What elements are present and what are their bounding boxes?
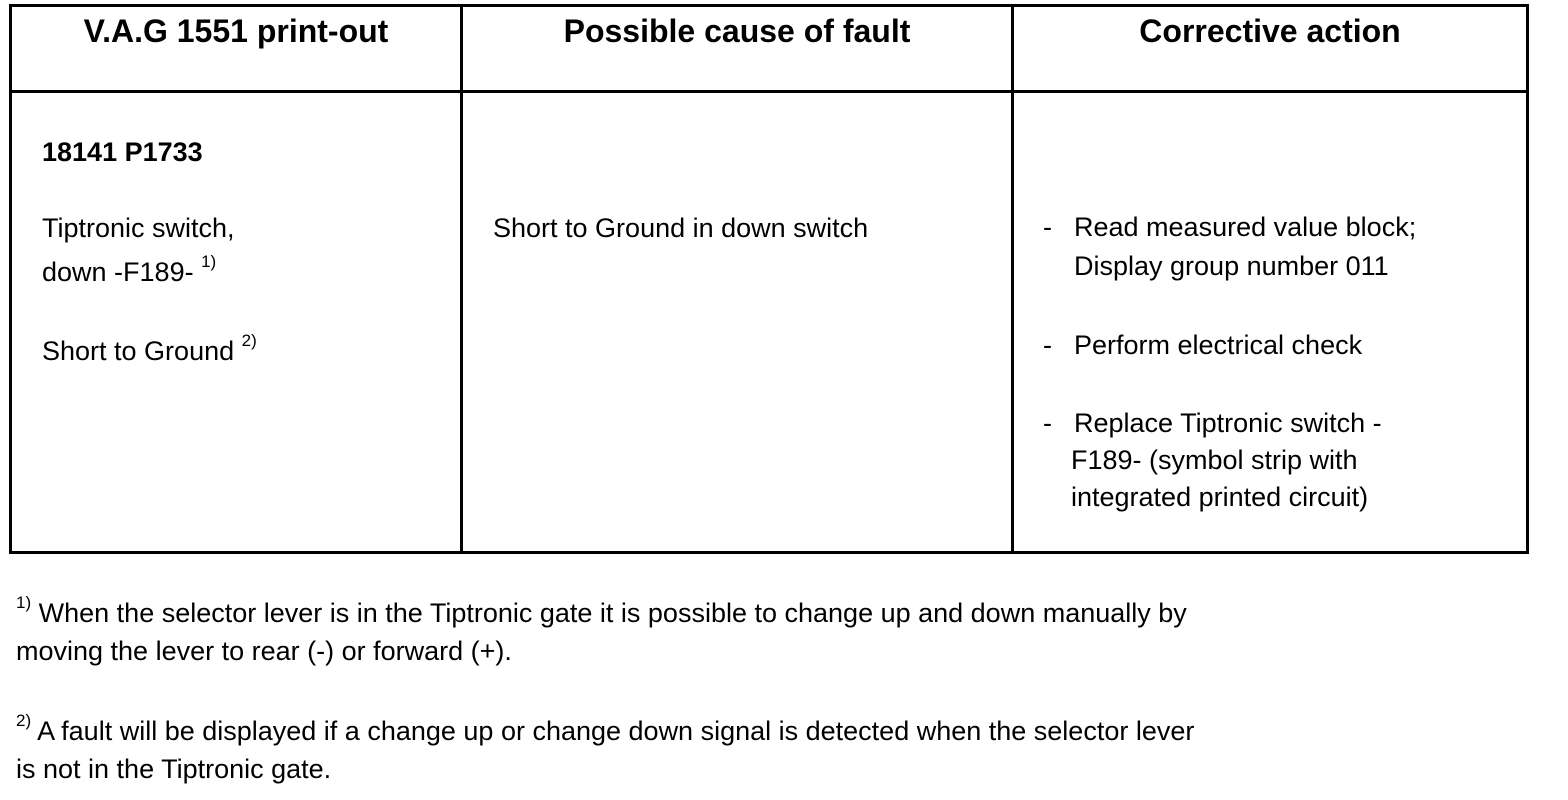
footnote-2-text: A fault will be displayed if a change up or change down signal is detected when the selector lever [37, 716, 1195, 746]
action-dash: - [1043, 408, 1052, 438]
action-text-line: F189- (symbol strip with [1071, 445, 1358, 475]
component-line-1: Tiptronic switch, [42, 213, 235, 243]
footnote-1-line-1 [16, 595, 1187, 631]
fault-type-text: Short to Ground [42, 336, 235, 366]
footnote-2-line-1 [16, 713, 1194, 749]
action-dash: - [1043, 330, 1052, 360]
component-name: down -F189- [42, 257, 194, 287]
fault-type [42, 331, 257, 371]
header-cause: Possible cause of fault [563, 13, 911, 49]
action-text-line: Display group number 011 [1074, 251, 1389, 281]
header-action: Corrective action [1139, 13, 1401, 49]
footnote-marker-2: 2) [16, 711, 32, 730]
footnote-1-text: When the selector lever is in the Tiptronic gate it is possible to change up and down manually by [38, 598, 1187, 628]
possible-cause: Short to Ground in down switch [493, 213, 869, 243]
action-text-line: Read measured value block; [1074, 212, 1417, 242]
footnote-ref-2: 2) [241, 331, 257, 350]
component-line-2 [42, 252, 216, 292]
fault-code: 18141 P1733 [42, 137, 203, 167]
footnote-1-line-2: moving the lever to rear (-) or forward (+). [16, 636, 512, 666]
action-text-line: integrated printed circuit) [1071, 482, 1369, 512]
footnote-ref-1: 1) [201, 252, 217, 271]
action-dash: - [1043, 212, 1052, 242]
header-divider [12, 90, 1526, 93]
column-divider [460, 7, 463, 551]
footnote-2-line-2: is not in the Tiptronic gate. [16, 754, 332, 784]
fault-table [9, 4, 1529, 554]
column-divider [1011, 7, 1014, 551]
footnote-marker-1: 1) [16, 593, 32, 612]
action-text-line: Perform electrical check [1074, 330, 1363, 360]
header-printout: V.A.G 1551 print-out [83, 13, 389, 49]
action-text-line: Replace Tiptronic switch - [1074, 408, 1382, 438]
